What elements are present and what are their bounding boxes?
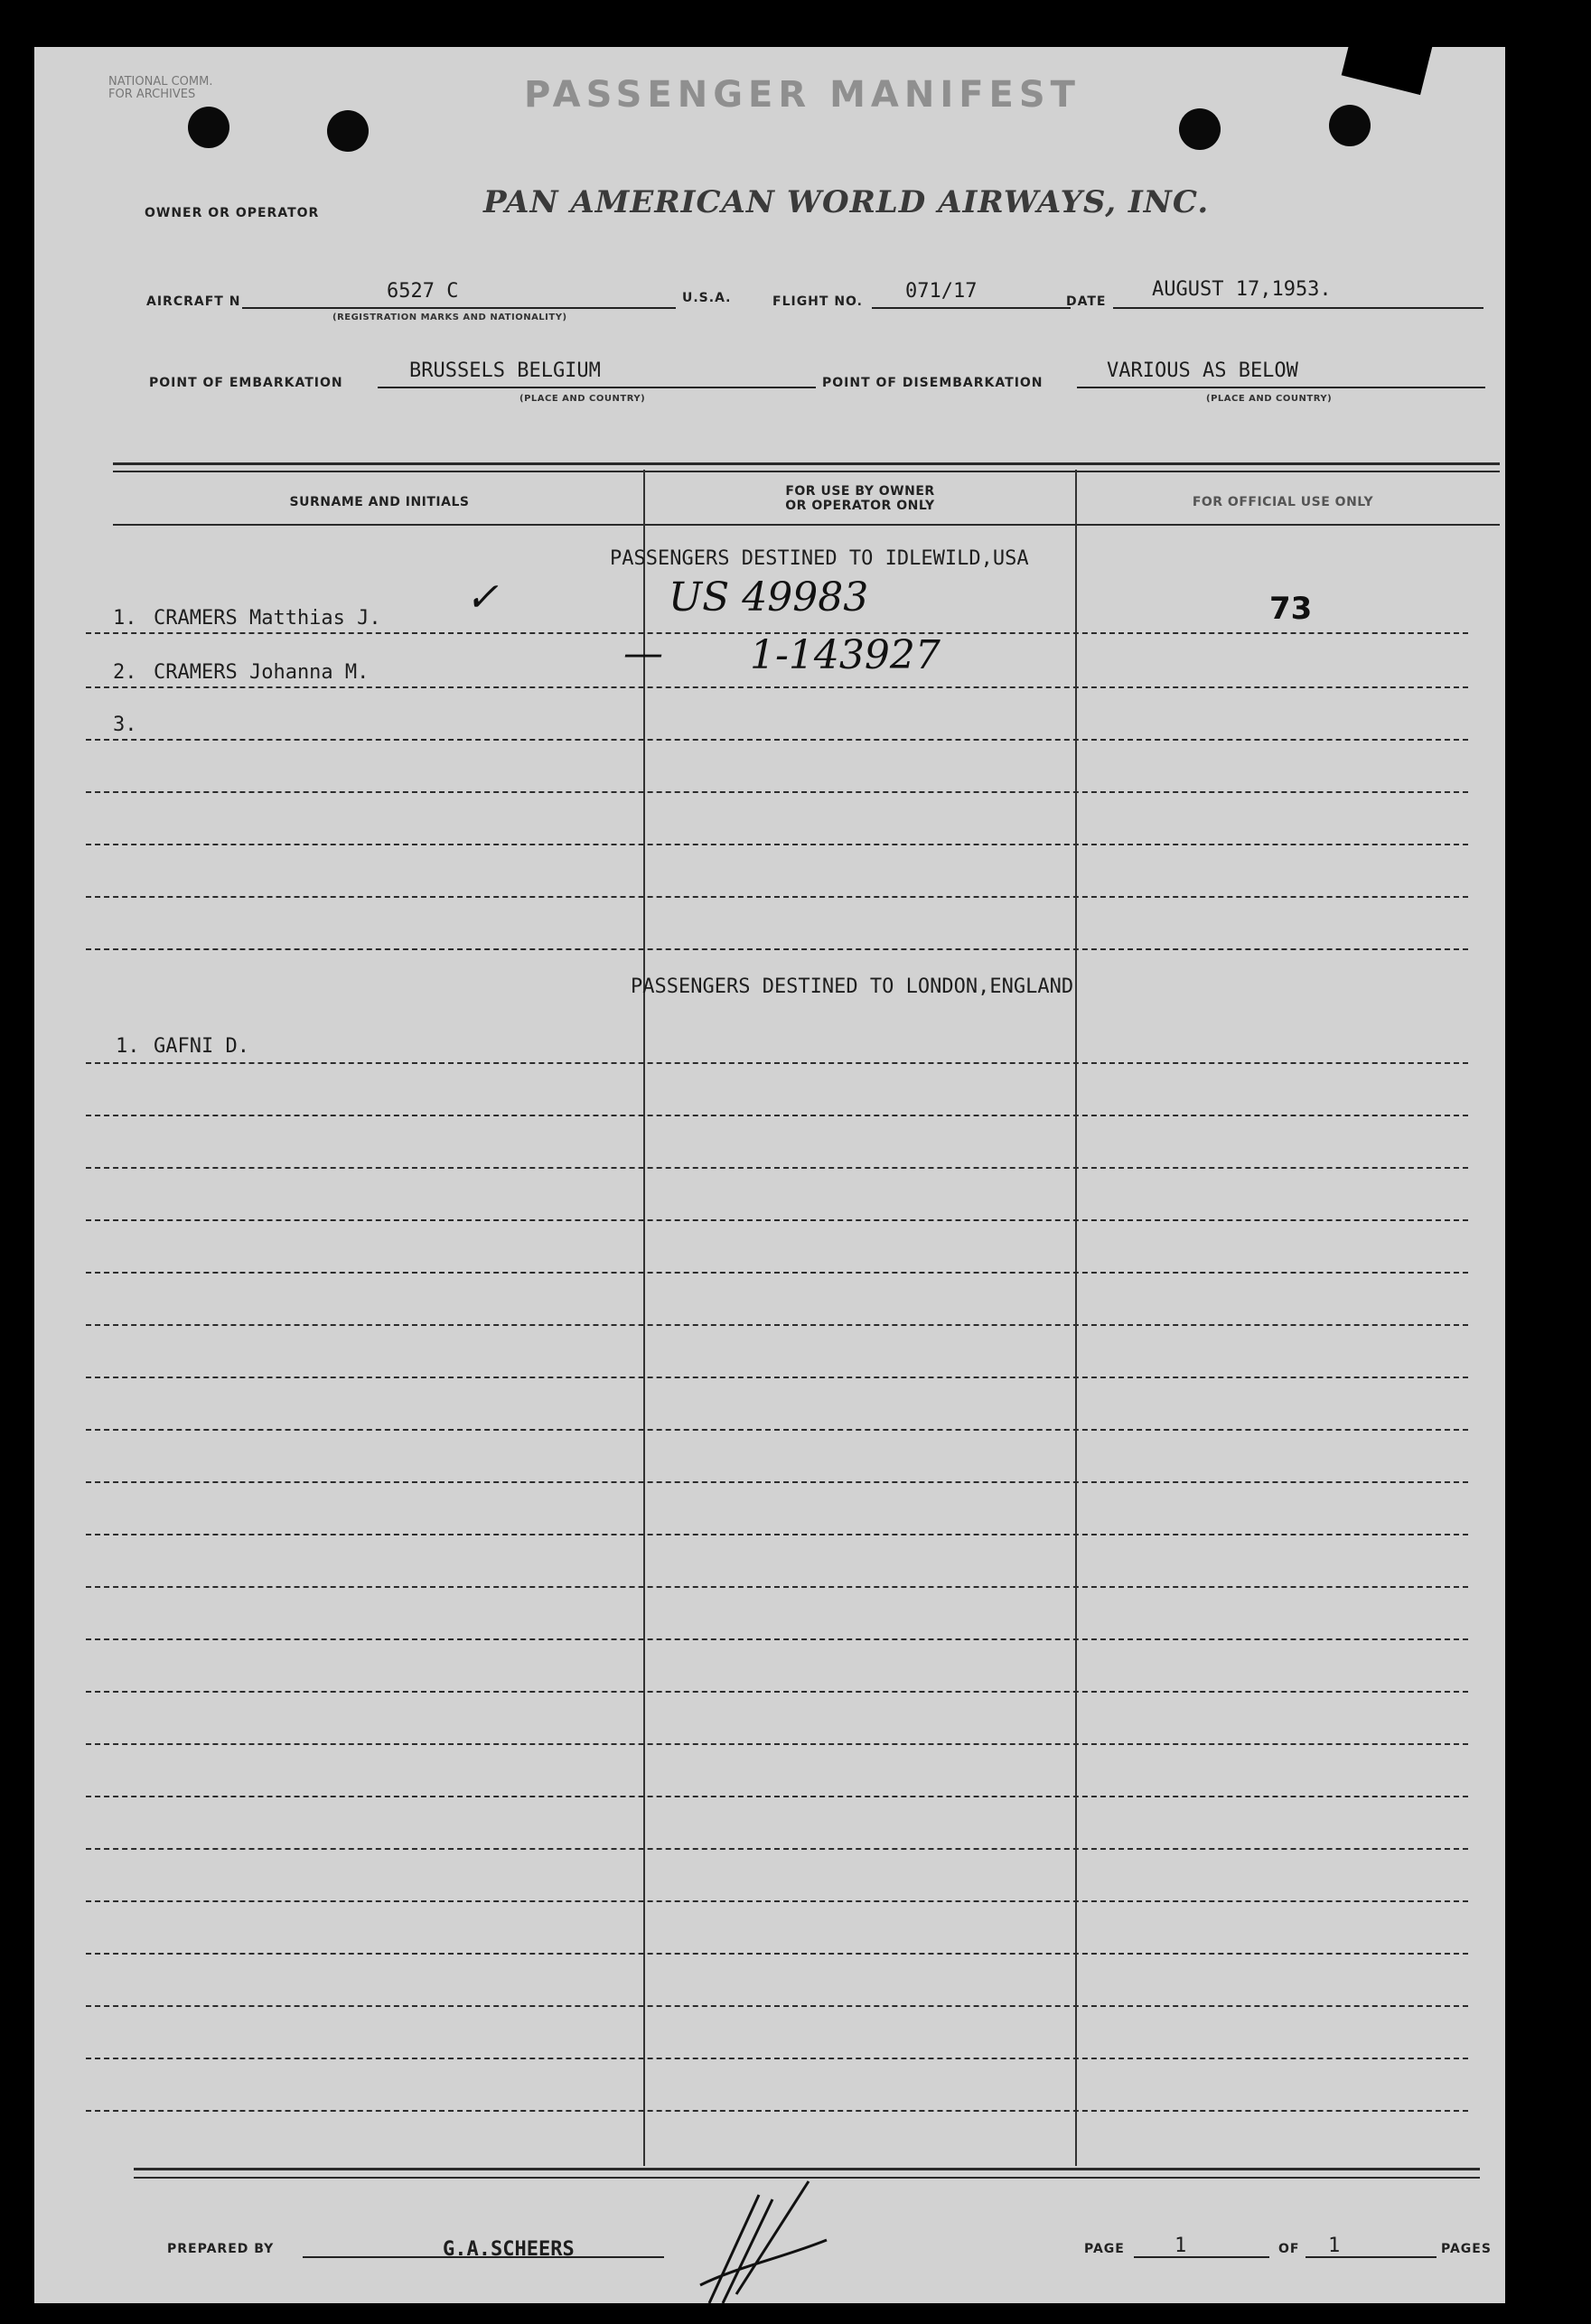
punch-hole [1179,108,1221,150]
passenger-name: GAFNI D. [154,1035,249,1058]
ruled-line [86,791,1468,793]
column-divider [643,470,645,2166]
ruled-line [86,1481,1468,1483]
archive-stamp [108,76,212,101]
flight-label: FLIGHT NO. [772,294,863,309]
archive-stamp-line2: FOR ARCHIVES [108,88,196,101]
ruled-line [86,1219,1468,1221]
handwritten-note: 1-143927 [750,632,941,678]
ruled-line [86,739,1468,741]
archive-stamp-line1: NATIONAL COMM. [108,75,213,89]
ruled-line [86,1691,1468,1693]
ruled-line [86,1900,1468,1902]
aircraft-label: AIRCRAFT N [146,294,241,309]
aircraft-sublabel: (REGISTRATION MARKS AND NATIONALITY) [332,313,567,322]
passenger-number: 1. [113,607,137,630]
aircraft-country: U.S.A. [682,291,732,305]
page-label: PAGE [1084,2242,1125,2256]
passenger-number: 1. [116,1035,140,1058]
ruled-line [86,896,1468,898]
column-divider [1075,470,1077,2166]
punch-hole [1329,105,1371,146]
passenger-number: 2. [113,661,137,684]
table-header-rule [113,524,1500,526]
of-label: OF [1278,2242,1300,2256]
prepared-by-value: G.A.SCHEERS [443,2238,575,2261]
punch-hole [188,107,229,148]
ruled-line [86,2005,1468,2007]
flight-number: 071/17 [905,280,978,303]
table-top-rule [113,471,1500,472]
column-owner-use-line1: FOR USE BY OWNER [785,484,935,499]
handwritten-note: US 49983 [669,574,869,621]
embarkation-label: POINT OF EMBARKATION [149,376,343,390]
table-bottom-rule [134,2168,1480,2170]
aircraft-registration: 6527 C [387,280,459,303]
ruled-line [86,1324,1468,1326]
ruled-line [86,1377,1468,1378]
date-value: AUGUST 17,1953. [1152,278,1332,301]
disembarkation-value: VARIOUS AS BELOW [1107,359,1298,382]
official-number: 73 [1269,591,1313,627]
passenger-number: 3. [113,714,137,736]
ruled-line [86,1638,1468,1640]
ruled-line [86,1586,1468,1588]
ruled-line [86,2058,1468,2059]
ruled-line [86,948,1468,950]
disembarkation-field-line [1077,387,1485,388]
signature-scribble [673,2177,836,2312]
ruled-line [86,1743,1468,1745]
check-mark: ✓ [465,574,499,621]
pages-label: PAGES [1441,2242,1492,2256]
disembarkation-sublabel: (PLACE AND COUNTRY) [1206,394,1333,404]
date-label: DATE [1066,294,1107,309]
passenger-name: CRAMERS Matthias J. [154,607,381,630]
ruled-line [86,1167,1468,1169]
dash-mark: — [623,630,663,677]
ruled-line [86,1429,1468,1431]
ruled-line [86,1848,1468,1850]
group1-heading: PASSENGERS DESTINED TO IDLEWILD,USA [610,547,1029,570]
ruled-line [86,1272,1468,1274]
column-owner-use-line2: OR OPERATOR ONLY [785,499,935,513]
ruled-line [86,632,1468,634]
punch-hole [327,110,369,152]
embarkation-field-line [378,387,816,388]
ruled-line [86,686,1468,688]
group2-heading: PASSENGERS DESTINED TO LONDON,ENGLAND [631,975,1074,998]
column-surname: SURNAME AND INITIALS [289,495,470,509]
operator-name: PAN AMERICAN WORLD AIRWAYS, INC. [483,184,1210,220]
column-official-use: FOR OFFICIAL USE ONLY [1192,495,1374,509]
aircraft-field-line [242,307,676,309]
embarkation-sublabel: (PLACE AND COUNTRY) [519,394,646,404]
owner-label: OWNER OR OPERATOR [145,206,320,220]
embarkation-value: BRUSSELS BELGIUM [409,359,601,382]
ruled-line [86,1796,1468,1797]
table-top-rule [113,462,1500,465]
disembarkation-label: POINT OF DISEMBARKATION [822,376,1044,390]
page-line [1134,2256,1269,2258]
ruled-line [86,844,1468,845]
column-owner-use [646,484,1074,513]
of-line [1306,2256,1437,2258]
ruled-line [86,1115,1468,1116]
flight-field-line [872,307,1071,309]
ruled-line [86,1534,1468,1535]
date-field-line [1113,307,1483,309]
ruled-line [86,2110,1468,2112]
page-title: PASSENGER MANIFEST [524,74,1081,116]
passenger-name: CRAMERS Johanna M. [154,661,370,684]
page-total: 1 [1328,2235,1341,2257]
ruled-line [86,1062,1468,1064]
page-number: 1 [1175,2235,1187,2257]
ruled-line [86,1953,1468,1955]
prepared-by-label: PREPARED BY [167,2242,275,2256]
